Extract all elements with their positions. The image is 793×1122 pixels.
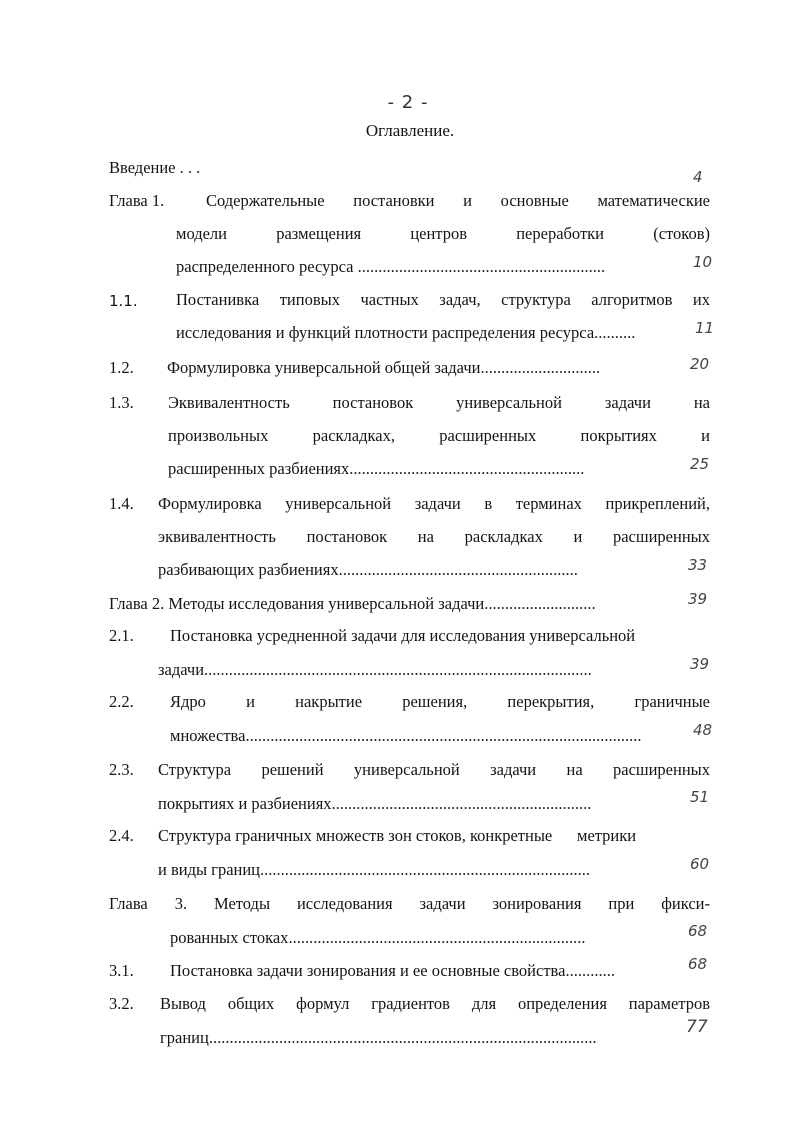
toc-section-number: 1.2.: [109, 358, 134, 377]
page-ref: 4: [693, 168, 703, 186]
toc-section-number: 2.2.: [109, 692, 134, 711]
toc-s1_1-line1: Постанивка типовых частных задач, структура алгоритмов их: [176, 290, 710, 309]
page-ref: 48: [693, 721, 713, 739]
toc-ch3-text: рованных стоках: [170, 928, 289, 947]
dot-leader: . . .: [179, 158, 201, 177]
toc-s2_3-line2: [158, 794, 690, 814]
toc-s2_1-text: задачи: [158, 660, 205, 679]
toc-s1_4-line3: [158, 560, 690, 580]
dot-leader: ...............................................................: [331, 794, 592, 813]
toc-ch1-text: распределенного ресурса: [176, 257, 354, 276]
page-ref: 77: [686, 1017, 708, 1037]
dot-leader: ..........................................................: [338, 560, 578, 579]
toc-s1_1-text: исследования и функций плотности распределения ресурса: [176, 323, 595, 342]
toc-s1_4-text: разбивающих разбиениях: [158, 560, 339, 579]
toc-section-number: 2.1.: [109, 626, 134, 645]
dot-leader: ..............................................................................................: [208, 1028, 597, 1047]
page-ref: 68: [688, 922, 708, 940]
page-ref: 60: [690, 855, 710, 873]
toc-s2_1-line2: [158, 660, 690, 680]
toc-intro: [109, 158, 200, 178]
toc-ch1-line1: Содержательные постановки и основные математические: [206, 191, 710, 210]
dot-leader: ..........: [594, 323, 636, 342]
toc-ch2-line1: [109, 594, 690, 614]
toc-s1_3-line1: Эквивалентность постановок универсальной задачи на: [168, 393, 710, 412]
page-ref: 25: [690, 455, 710, 473]
dot-leader: ...........................: [484, 594, 596, 613]
toc-ch1-line2: модели размещения центров переработки (стоков): [176, 224, 710, 243]
toc-s2_2-line1: Ядро и накрытие решения, перекрытия, граничные: [170, 692, 710, 711]
toc-s1_2-text: Формулировка универсальной общей задачи: [167, 358, 481, 377]
toc-s1_3-line2: произвольных раскладках, расширенных покрытиях и: [168, 426, 710, 445]
dot-leader: ..............................................................................................: [204, 660, 592, 679]
page-ref: 33: [688, 556, 708, 574]
dot-leader: ........................................................................: [288, 928, 586, 947]
dot-leader: .............................: [480, 358, 601, 377]
toc-section-number: 1.3.: [109, 393, 134, 412]
dot-leader: ............: [565, 961, 615, 980]
page-ref: 20: [690, 355, 710, 373]
page-ref: 68: [688, 955, 708, 973]
toc-section-number: 2.3.: [109, 760, 134, 779]
toc-section-number: 3.1.: [109, 961, 134, 980]
page-number: - 2 -: [387, 92, 429, 113]
toc-ch1-line3: [176, 257, 690, 277]
toc-ch2-text: Глава 2. Методы исследования универсальной задачи: [109, 594, 485, 613]
toc-s1_4-line1: Формулировка универсальной задачи в терминах прикреплений,: [158, 494, 710, 513]
dot-leader: .........................................................: [349, 459, 585, 478]
toc-s3_1-line1: [170, 961, 690, 981]
toc-ch3-line2: [170, 928, 690, 948]
toc-s1_2-line1: [167, 358, 690, 378]
toc-s2_4-line1: Структура граничных множеств зон стоков, конкретные метрики: [158, 826, 637, 845]
dot-leader: ................................................................................: [260, 860, 591, 879]
toc-s3_1-text: Постановка задачи зонирования и ее основные свойства: [170, 961, 566, 980]
toc-section-number: 1.4.: [109, 494, 134, 513]
toc-s3_2-line2: [160, 1028, 708, 1048]
toc-s2_3-line1: Структура решений универсальной задачи на расширенных: [158, 760, 710, 779]
toc-s1_1-line2: [176, 323, 690, 343]
toc-s2_2-text: множества: [170, 726, 246, 745]
dot-leader: ................................................................................................: [245, 726, 642, 745]
page-title: Оглавление.: [365, 121, 455, 140]
toc-s2_4-line2: [158, 860, 690, 880]
page-ref: 51: [690, 788, 710, 806]
page-ref: 11: [695, 319, 715, 337]
toc-ch3-line1: Глава 3. Методы исследования задачи зонирования при фикси-: [109, 894, 710, 913]
toc-s3_2-text: границ: [160, 1028, 209, 1047]
toc-s3_2-line1: Вывод общих формул градиентов для определения параметров: [160, 994, 710, 1013]
toc-s2_3-text: покрытиях и разбиениях: [158, 794, 332, 813]
page-ref: 10: [693, 253, 713, 271]
toc-s2_1-line1: Постановка усредненной задачи для исследования универсальной: [170, 626, 636, 645]
toc-s1_4-line2: эквивалентность постановок на раскладках и расширенных: [158, 527, 710, 546]
toc-section-number: 2.4.: [109, 826, 134, 845]
toc-section-number: 3.2.: [109, 994, 134, 1013]
toc-section-number: 1.1.: [109, 292, 138, 310]
toc-chapter-label: Глава 1.: [109, 191, 165, 210]
toc-s2_4-text: и виды границ: [158, 860, 261, 879]
dot-leader: ............................................................: [353, 257, 606, 276]
toc-s1_3-text: расширенных разбиениях: [168, 459, 350, 478]
toc-s1_3-line3: [168, 459, 690, 479]
page-ref: 39: [688, 590, 708, 608]
toc-intro-text: Введение: [109, 158, 176, 177]
toc-s2_2-line2: [170, 726, 690, 746]
page-ref: 39: [690, 655, 710, 673]
